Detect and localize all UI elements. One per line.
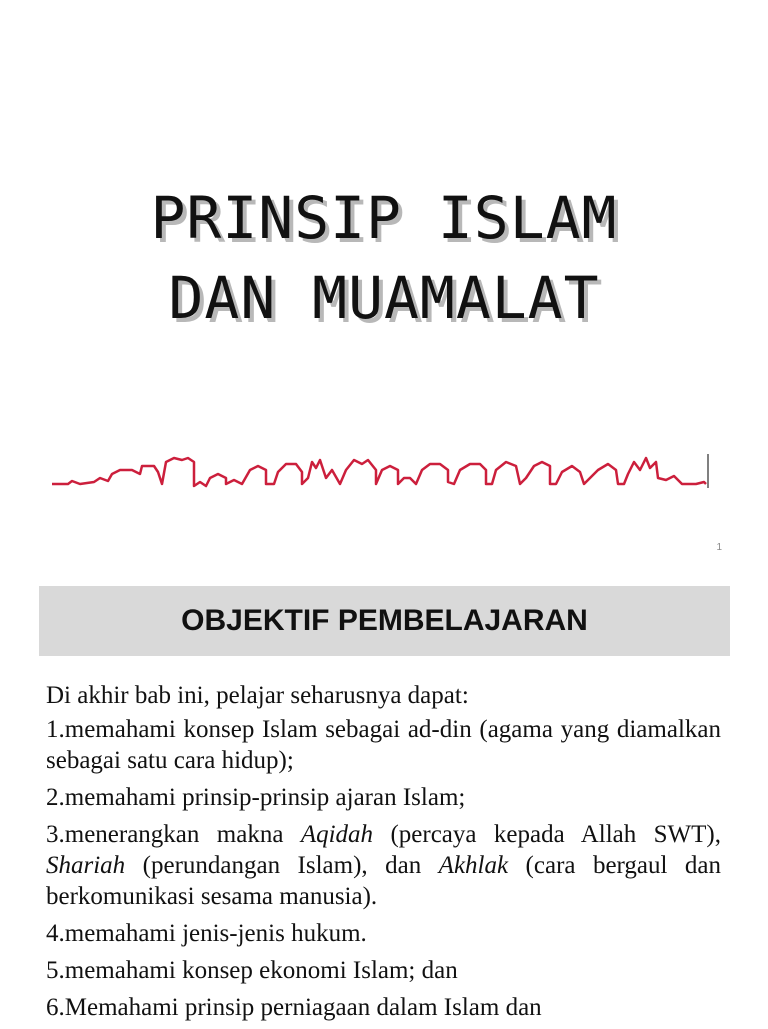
- objective-item-1: 1.memahami konsep Islam sebagai ad-din (agama yang diamalkan sebagai satu cara hidup);: [46, 716, 721, 774]
- objective-item-3: [46, 819, 721, 912]
- objective-item-3-part-1: 3.menerangkan makna: [46, 821, 301, 848]
- slide-title: [0, 178, 768, 338]
- objectives-header: [39, 586, 730, 656]
- objective-item-3-part-4: (cara bergaul dan berkomunikasi sesama manusia).: [46, 852, 722, 910]
- objective-item-3-part-3: (perundangan Islam), dan: [125, 852, 439, 879]
- page-number: 1: [716, 542, 722, 553]
- skyline-divider-icon: [50, 448, 710, 498]
- objectives-heading: OBJEKTIF PEMBELAJARAN: [181, 604, 588, 637]
- title-line-1: PRINSIP ISLAM: [150, 184, 618, 252]
- term-shariah: Shariah: [46, 852, 126, 879]
- term-akhlak: Akhlak: [438, 852, 509, 879]
- objective-item-6: 6.Memahami prinsip perniagaan dalam Islam dan: [46, 994, 542, 1021]
- objectives-intro: Di akhir bab ini, pelajar seharusnya dapat:: [46, 682, 469, 709]
- objective-item-3-part-2: (percaya kepada Allah SWT),: [373, 821, 721, 848]
- objective-item-4: 4.memahami jenis-jenis hukum.: [46, 920, 367, 947]
- objectives-body: [46, 680, 721, 1029]
- title-line-2: DAN MUAMALAT: [168, 264, 600, 332]
- term-aqidah: Aqidah: [300, 821, 374, 848]
- objective-item-5: 5.memahami konsep ekonomi Islam; dan: [46, 957, 458, 984]
- objective-item-2: 2.memahami prinsip-prinsip ajaran Islam;: [46, 784, 466, 811]
